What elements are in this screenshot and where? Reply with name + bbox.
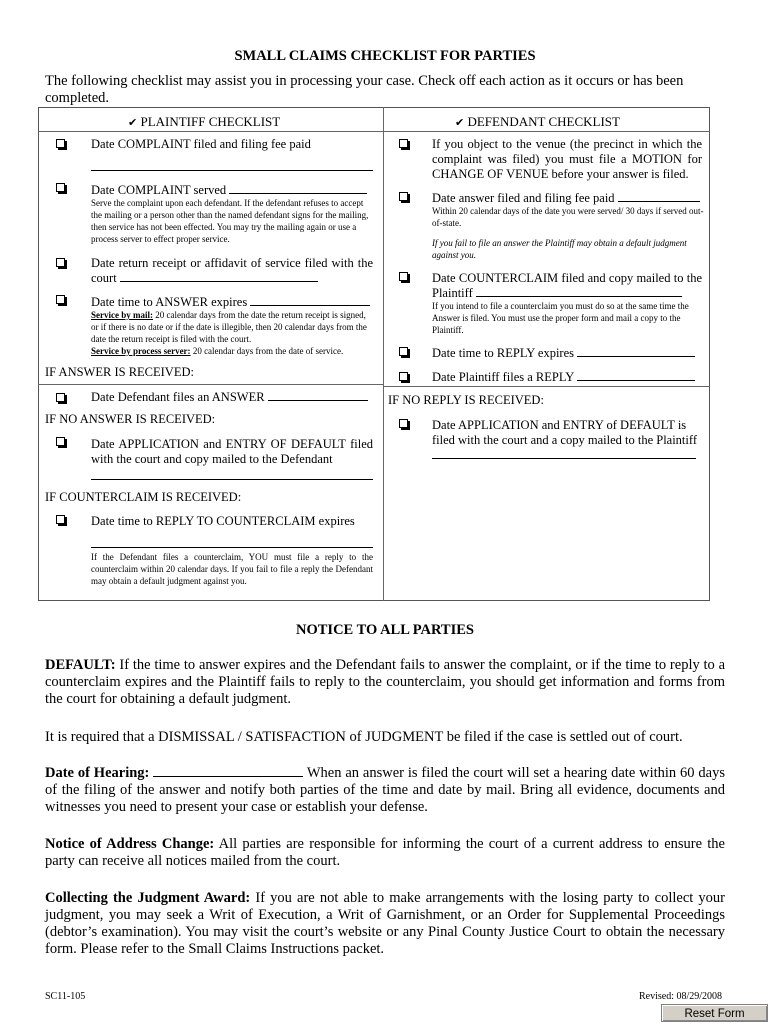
revised-date: Revised: 08/29/2008: [639, 991, 723, 1002]
checkbox-plaintiff-reply[interactable]: [399, 372, 408, 381]
answer-expires-note: Service by mail: 20 calendar days from the date the return receipt is signed, or if there is no date or if the date is illegible, then 20 calendar days from the date the return receipt is filed with the court. Service by process server: 20 calendar days from the date of service.: [91, 310, 367, 356]
notice-title: NOTICE TO ALL PARTIES: [296, 622, 474, 638]
intro-text: The following checklist may assist you in processing your case. Check off each action as it occurs or has been completed.: [45, 73, 684, 106]
default-paragraph: DEFAULT: If the time to answer expires and the Defendant fails to answer the complaint, or if the time to reply to a counterclaim expires and the Plaintiff fails to reply to the counterclaim, you should get information and forms from the court for obtaining a default judgment.: [45, 657, 725, 707]
checkbox-answer-expires[interactable]: [56, 295, 65, 304]
default-entry-label: Date APPLICATION and ENTRY of DEFAULT is filed with the court and a copy mailed to the Plaintiff: [432, 418, 697, 447]
counterclaim-filed-note: If you intend to file a counterclaim you must do so at the same time the Answer is filed. You must use the proper form and mail a copy to the Plaintiff.: [432, 301, 689, 335]
column-divider: [383, 107, 384, 601]
checkbox-complaint-filed[interactable]: [56, 139, 65, 148]
answer-expires-label: Date time to ANSWER expires: [91, 295, 248, 309]
defendant-answer-line[interactable]: [268, 400, 368, 401]
hearing-paragraph: Date of Hearing: When an answer is filed the court will set a hearing date within 60 days of the filing of the answer and notify both parties of the time and date by mail. Bring all evidence, documents and witnesses you need to present your case or establish your defense.: [45, 765, 725, 815]
checkbox-default-entry[interactable]: [399, 419, 408, 428]
defendant-answer-label: Date Defendant files an ANSWER: [91, 390, 265, 404]
venue-text: If you object to the venue (the precinct in which the complaint was filed) you must file a MOTION for CHANGE OF VENUE before your answer is filed.: [432, 137, 702, 181]
complaint-served-line[interactable]: [229, 193, 367, 194]
reply-counterclaim-line[interactable]: [91, 547, 373, 548]
if-no-answer-heading: IF NO ANSWER IS RECEIVED:: [45, 412, 216, 426]
checkbox-complaint-served[interactable]: [56, 183, 65, 192]
complaint-filed-label: Date COMPLAINT filed and filing fee paid: [91, 137, 311, 151]
if-no-reply-heading: IF NO REPLY IS RECEIVED:: [388, 393, 544, 407]
return-receipt-line[interactable]: [120, 281, 318, 282]
plaintiff-reply-line[interactable]: [577, 380, 695, 381]
collect-paragraph: Collecting the Judgment Award: If you are not able to make arrangements with the losing party to collect your judgment, you may seek a Writ of Execution, a Writ of Garnishment, or an Order for Supplemental Proceedings (debtor’s examination). You may visit the court’s website or any Pinal County Justice Court to obtain the necessary form. Please refer to the Small Claims Instructions packet.: [45, 890, 725, 957]
complaint-served-label: Date COMPLAINT served: [91, 183, 227, 197]
check-icon: ✔: [128, 116, 138, 129]
if-counterclaim-heading: IF COUNTERCLAIM IS RECEIVED:: [45, 490, 242, 504]
checkbox-defendant-answer[interactable]: [56, 393, 65, 402]
default-entry-line[interactable]: [432, 458, 696, 459]
counterclaim-filed-label: Date COUNTERCLAIM filed and copy mailed to the Plaintiff: [432, 271, 702, 300]
checkbox-counterclaim-filed[interactable]: [399, 272, 408, 281]
answer-filed-label: Date answer filed and filing fee paid: [432, 191, 615, 205]
plaintiff-heading: ✔ PLAINTIFF CHECKLIST: [128, 114, 281, 129]
defendant-heading: ✔ DEFENDANT CHECKLIST: [455, 114, 620, 129]
entry-default-line[interactable]: [91, 479, 373, 480]
checkbox-entry-default[interactable]: [56, 437, 65, 446]
return-receipt-label: Date return receipt or affidavit of service filed with the court: [91, 256, 373, 285]
answer-default-warning: If you fail to file an answer the Plaintiff may obtain a default judgment against you.: [432, 238, 687, 260]
counterclaim-note: If the Defendant files a counterclaim, YOU must file a reply to the counterclaim within 20 calendar days. If you fail to file a reply the Defendant may obtain a default judgment against you.: [91, 552, 373, 586]
counterclaim-filed-line[interactable]: [476, 296, 682, 297]
hearing-date-line[interactable]: [153, 776, 303, 777]
checkbox-venue[interactable]: [399, 139, 408, 148]
served-note: Serve the complaint upon each defendant. If the defendant refuses to accept the mailing or a person other than the named defendant signs for the mailing, then service has not been effected. You may try the mailing again or use a process server to effect proper service.: [91, 198, 369, 244]
address-paragraph: Notice of Address Change: All parties are responsible for informing the court of a current address to ensure the party can receive all notices mailed from the court.: [45, 836, 725, 869]
answer-expires-line[interactable]: [250, 305, 370, 306]
reply-expires-label: Date time to REPLY expires: [432, 346, 575, 360]
reply-counterclaim-label: Date time to REPLY TO COUNTERCLAIM expires: [91, 514, 355, 528]
checkbox-reply-expires[interactable]: [399, 347, 408, 356]
answer-filed-note: Within 20 calendar days of the date you were served/ 30 days if served out-of-state.: [432, 206, 704, 228]
page-title: SMALL CLAIMS CHECKLIST FOR PARTIES: [234, 48, 536, 64]
plaintiff-reply-label: Date Plaintiff files a REPLY: [432, 370, 574, 384]
answer-filed-line[interactable]: [618, 201, 700, 202]
reply-expires-line[interactable]: [577, 356, 695, 357]
checkbox-return-receipt[interactable]: [56, 258, 65, 267]
complaint-filed-line[interactable]: [91, 170, 373, 171]
if-answer-heading: IF ANSWER IS RECEIVED:: [45, 365, 194, 379]
header-divider: [38, 131, 710, 132]
form-id: SC11-105: [45, 991, 86, 1002]
check-icon: ✔: [455, 116, 465, 129]
entry-default-label: Date APPLICATION and ENTRY OF DEFAULT filed with the court and copy mailed to the Defendant: [91, 437, 373, 466]
reset-form-button[interactable]: Reset Form: [661, 1004, 768, 1022]
checkbox-answer-filed[interactable]: [399, 192, 408, 201]
checkbox-reply-counterclaim[interactable]: [56, 515, 65, 524]
dismissal-paragraph: It is required that a DISMISSAL / SATISFACTION of JUDGMENT be filed if the case is settled out of court.: [45, 729, 683, 745]
